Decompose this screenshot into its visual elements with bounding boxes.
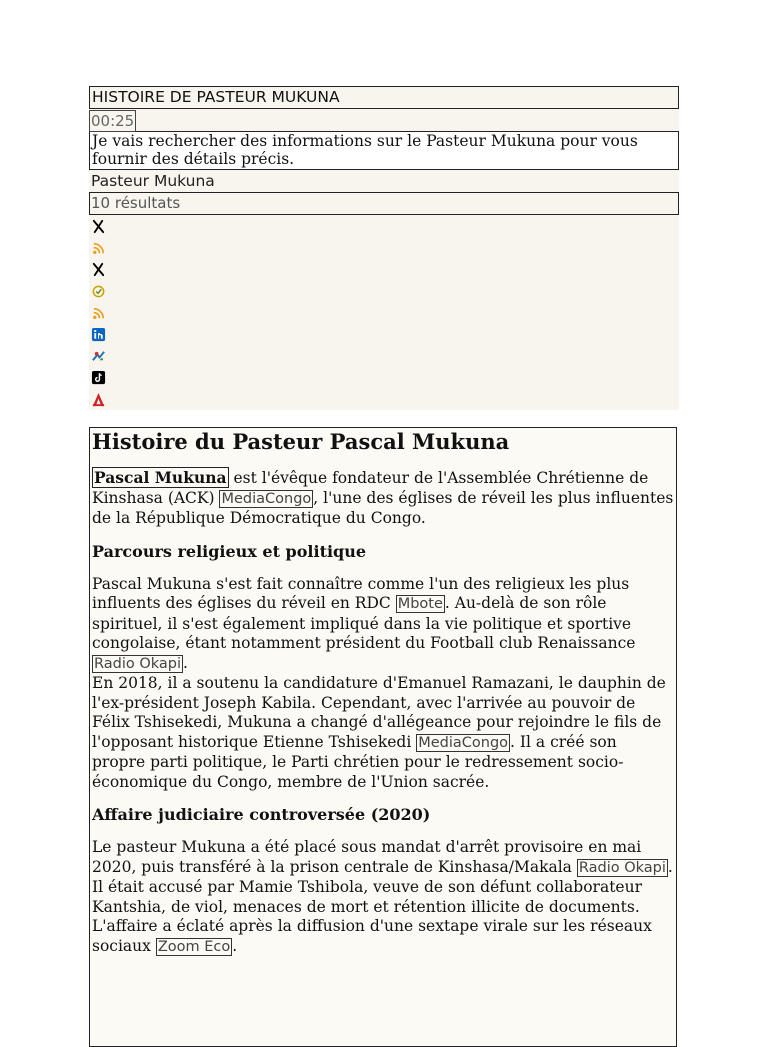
linkedin-icon bbox=[91, 327, 106, 342]
source-item[interactable] bbox=[89, 324, 679, 346]
subject-name: Pascal Mukuna bbox=[94, 468, 227, 487]
chat-title: HISTOIRE DE PASTEUR MUKUNA bbox=[89, 86, 679, 109]
search-result-count[interactable]: 10 résultats bbox=[89, 192, 679, 215]
citation-link[interactable]: Zoom Eco bbox=[157, 938, 231, 955]
source-list bbox=[89, 215, 679, 410]
time-row bbox=[89, 109, 679, 131]
citation-link[interactable]: Radio Okapi bbox=[578, 859, 666, 876]
section-heading: Parcours religieux et politique bbox=[92, 541, 367, 561]
source-item[interactable] bbox=[89, 389, 679, 411]
source-item[interactable] bbox=[89, 281, 679, 303]
x-icon bbox=[91, 262, 106, 277]
bird-logo-icon bbox=[91, 349, 106, 364]
x-icon bbox=[91, 219, 106, 234]
red-a-logo-icon bbox=[91, 392, 106, 407]
source-item[interactable] bbox=[89, 238, 679, 260]
rss-icon bbox=[91, 306, 106, 321]
article-title: Histoire du Pasteur Pascal Mukuna bbox=[92, 429, 510, 454]
paragraph: Le pasteur Mukuna a été placé sous mandat d'arrêt provisoire en mai 2020, puis transféré à la prison centrale de Kinshasa/Makala Radio Okapi . Il était accusé par Mamie Tshibola, veuve de son défunt collaborateur Kantshia, de viol, menaces de mort et rétention illicite de documents. L'affaire a éclaté après la diffusion d'une sextape virale sur les réseaux sociaux Zoom Eco . bbox=[92, 838, 673, 955]
rss-icon bbox=[91, 241, 106, 256]
tiktok-icon bbox=[91, 370, 106, 385]
check-badge-icon bbox=[91, 284, 106, 299]
citation-link[interactable]: Mbote bbox=[397, 596, 443, 612]
paragraph: En 2018, il a soutenu la candidature d'Emanuel Ramazani, le dauphin de l'ex-président Joseph Kabila. Cependant, avec l'arrivée au pouvoir de Félix Tshisekedi, Mukuna a changé d'allégeance pour rejoindre le fils de l'opposant historique Etienne Tshisekedi MediaCongo . Il a créé son propre parti politique, le Parti chrétien pour le redressement socio-économique du Congo, membre de l'Union sacrée. bbox=[92, 674, 666, 791]
paragraph: Pascal Mukuna s'est fait connaître comme l'un des religieux les plus influents des églises du réveil en RDC Mbote . Au-delà de son rôle spirituel, il s'est également impliqué dans la vie politique et sportive congolaise, étant notamment président du Football club Renaissance Radio Okapi . bbox=[92, 574, 636, 672]
citation-link[interactable]: Radio Okapi bbox=[94, 655, 182, 672]
assistant-message: Je vais rechercher des informations sur le Pasteur Mukuna pour vous fournir des détails précis. bbox=[89, 131, 679, 170]
citation-link[interactable]: MediaCongo bbox=[418, 734, 509, 751]
source-item[interactable] bbox=[89, 367, 679, 389]
section-heading: Affaire judiciaire controversée (2020) bbox=[92, 805, 431, 824]
search-query[interactable]: Pasteur Mukuna bbox=[89, 170, 679, 192]
article bbox=[89, 427, 677, 1047]
source-item[interactable] bbox=[89, 302, 679, 324]
source-item[interactable] bbox=[89, 259, 679, 281]
intro-paragraph: Pascal Mukuna est l'évêque fondateur de l'Assemblée Chrétienne de Kinshasa (ACK) MediaCongo , l'une des églises de réveil les plus influentes de la République Démocratique du Congo. bbox=[92, 468, 674, 527]
source-item[interactable] bbox=[89, 216, 679, 238]
chat-block bbox=[89, 86, 679, 410]
message-time: 00:25 bbox=[91, 112, 135, 130]
source-item[interactable] bbox=[89, 346, 679, 368]
citation-link[interactable]: MediaCongo bbox=[221, 490, 312, 507]
